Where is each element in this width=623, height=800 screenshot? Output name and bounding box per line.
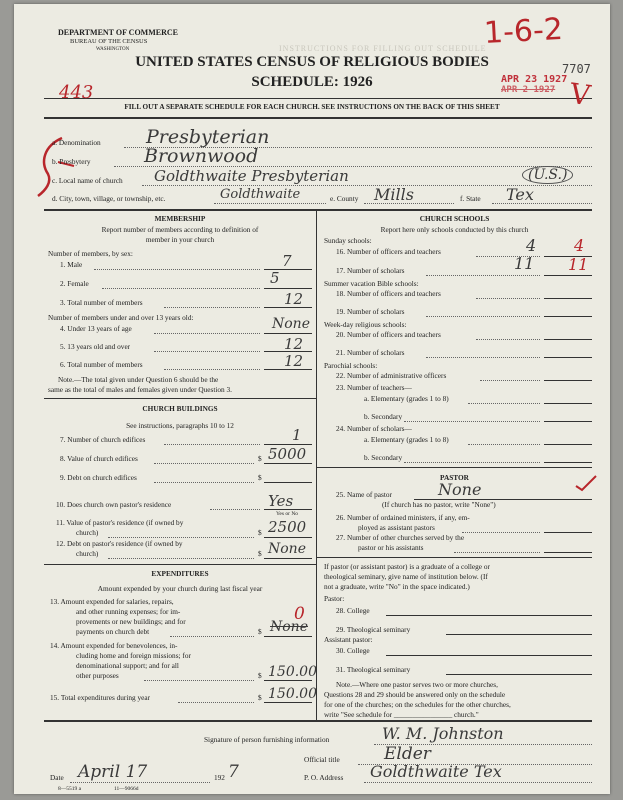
answer-line bbox=[264, 463, 312, 464]
answer-line bbox=[544, 380, 592, 381]
assistant-pastor-label: Assistant pastor: bbox=[324, 635, 373, 644]
pastor-heading: PASTOR bbox=[440, 473, 469, 482]
city-label: d. City, town, village, or township, etc. bbox=[52, 194, 166, 203]
answer-line bbox=[264, 702, 312, 703]
dotline bbox=[468, 444, 540, 445]
department-name: DEPARTMENT OF COMMERCE bbox=[58, 28, 179, 37]
membership-note: Note.—The total given under Question 6 should be the bbox=[58, 375, 219, 384]
denomination-label: a. Denomination bbox=[52, 138, 101, 147]
dollar-sign: $ bbox=[258, 627, 262, 636]
summer-schools-label: Summer vacation Bible schools: bbox=[324, 279, 419, 288]
answer-line bbox=[544, 462, 592, 463]
q3-total-value: 12 bbox=[284, 290, 304, 308]
year-value: 7 bbox=[228, 762, 239, 782]
schools-intro: Report here only schools conducted by this church bbox=[380, 225, 529, 234]
po-address-value: Goldthwaite Tex bbox=[370, 762, 502, 781]
q4-under13-value: None bbox=[272, 316, 310, 332]
parochial-schools-label: Parochial schools: bbox=[324, 361, 378, 370]
denomination-value: Presbyterian bbox=[146, 126, 270, 148]
answer-line bbox=[544, 421, 592, 422]
dotline bbox=[476, 298, 540, 299]
pastor-sub-label: Pastor: bbox=[324, 594, 345, 603]
dollar-sign: $ bbox=[258, 528, 262, 537]
q13-label-3: provements or new buildings; and for bbox=[76, 617, 186, 626]
answer-line bbox=[264, 333, 312, 334]
q17-value: 11 bbox=[514, 254, 535, 273]
q4-label: 4. Under 13 years of age bbox=[60, 324, 132, 333]
q17-label: 17. Number of scholars bbox=[336, 266, 405, 275]
state-value: Tex bbox=[506, 185, 534, 204]
dotline bbox=[178, 702, 254, 703]
county-label: e. County bbox=[330, 194, 359, 203]
date-value: April 17 bbox=[78, 762, 148, 782]
q9-label: 9. Debt on church edifices bbox=[60, 473, 137, 482]
q1-label: 1. Male bbox=[60, 260, 83, 269]
pastor-note-2: Questions 28 and 29 should be answered only on the schedule bbox=[324, 690, 506, 699]
dotline bbox=[164, 369, 260, 370]
q20-label: 20. Number of officers and teachers bbox=[336, 330, 441, 339]
q18-label: 18. Number of officers and teachers bbox=[336, 289, 441, 298]
q24-label: 24. Number of scholars— bbox=[336, 424, 412, 433]
q16-label: 16. Number of officers and teachers bbox=[336, 247, 441, 256]
q6-label: 6. Total number of members bbox=[60, 360, 143, 369]
dotline bbox=[102, 288, 260, 289]
dotline bbox=[144, 680, 254, 681]
q30-label: 30. College bbox=[336, 646, 370, 655]
dollar-sign: $ bbox=[258, 473, 262, 482]
rule bbox=[44, 209, 592, 211]
answer-line bbox=[544, 298, 592, 299]
answer-line bbox=[386, 615, 592, 616]
dotline bbox=[404, 462, 540, 463]
q11-label: 11. Value of pastor's residence (if owned by bbox=[56, 518, 184, 527]
rule bbox=[44, 398, 316, 399]
local-name-value: Goldthwaite Presbyterian bbox=[154, 167, 349, 185]
q16-check: 4 bbox=[574, 236, 585, 255]
date-label: Date bbox=[50, 773, 64, 782]
answer-line bbox=[544, 532, 592, 533]
graduate-note: If pastor (or assistant pastor) is a graduate of a college or bbox=[324, 562, 490, 571]
dotline bbox=[364, 782, 592, 783]
dollar-sign: $ bbox=[258, 454, 262, 463]
q5-13plus-value: 12 bbox=[284, 335, 304, 353]
answer-line bbox=[544, 552, 592, 553]
q26-label-2: ployed as assistant pastors bbox=[358, 523, 435, 532]
dotline bbox=[210, 509, 260, 510]
q23b-label: b. Secondary bbox=[364, 412, 403, 421]
year-prefix: 192 bbox=[214, 773, 225, 782]
q15-value: 150.00 bbox=[268, 686, 317, 702]
signature-label: Signature of person furnishing information bbox=[204, 735, 330, 744]
state-label: f. State bbox=[460, 194, 481, 203]
q31-label: 31. Theological seminary bbox=[336, 665, 411, 674]
po-address-label: P. O. Address bbox=[304, 773, 344, 782]
presbytery-value: Brownwood bbox=[144, 145, 259, 167]
dotline bbox=[154, 351, 260, 352]
pastor-note-3: for one of the churches; on the schedules for the other churches, bbox=[324, 700, 511, 709]
received-date-stamp: APR 23 1927 bbox=[501, 74, 568, 85]
dotline bbox=[480, 380, 540, 381]
buildings-intro: See instructions, paragraphs 10 to 12 bbox=[126, 421, 234, 430]
answer-line bbox=[446, 674, 592, 675]
bureau-name: BUREAU OF THE CENSUS bbox=[70, 38, 148, 45]
q26-label: 26. Number of ordained ministers, if any, em- bbox=[336, 513, 470, 522]
sunday-schools-label: Sunday schools: bbox=[324, 236, 372, 245]
check-mark: V bbox=[567, 76, 593, 113]
q7-label: 7. Number of church edifices bbox=[60, 435, 146, 444]
members-by-sex-label: Number of members, by sex: bbox=[48, 249, 133, 258]
pastor-note: Note.—Where one pastor serves two or more churches, bbox=[336, 680, 498, 689]
answer-line bbox=[264, 482, 312, 483]
answer-line bbox=[386, 655, 592, 656]
q3-label: 3. Total number of members bbox=[60, 298, 143, 307]
q11-label-2: church) bbox=[76, 528, 99, 537]
q24a-label: a. Elementary (grades 1 to 8) bbox=[364, 435, 449, 444]
presbytery-label: b. Presbytery bbox=[52, 157, 91, 166]
q13-label-4: payments on church debt bbox=[76, 627, 150, 636]
dotline bbox=[154, 463, 254, 464]
form-instruction: FILL OUT A SEPARATE SCHEDULE FOR EACH CHURCH. SEE INSTRUCTIONS ON THE BACK OF THIS SHEET bbox=[124, 103, 500, 111]
q19-label: 19. Number of scholars bbox=[336, 307, 405, 316]
handwritten-code: 1-6-2 bbox=[483, 11, 564, 52]
dotline bbox=[154, 482, 254, 483]
q14-value: 150.00 bbox=[268, 664, 317, 680]
answer-line bbox=[544, 316, 592, 317]
handwritten-number: 443 bbox=[59, 82, 94, 103]
weekday-schools-label: Week-day religious schools: bbox=[324, 320, 407, 329]
membership-heading: MEMBERSHIP bbox=[154, 214, 206, 223]
q10-label: 10. Does church own pastor's residence bbox=[56, 500, 172, 509]
dotline bbox=[70, 782, 210, 783]
dotline bbox=[170, 636, 254, 637]
q8-label: 8. Value of church edifices bbox=[60, 454, 138, 463]
church-schools-heading: CHURCH SCHOOLS bbox=[419, 214, 490, 223]
expenditures-intro: Amount expended by your church during last fiscal year bbox=[97, 584, 263, 593]
received-date-stamp-2: APR 2 1927 bbox=[501, 85, 556, 95]
rule bbox=[44, 98, 592, 99]
q22-label: 22. Number of administrative officers bbox=[336, 371, 447, 380]
city-name: WASHINGTON bbox=[96, 47, 130, 52]
dollar-sign: $ bbox=[258, 671, 262, 680]
q12-value: None bbox=[268, 541, 306, 557]
q27-label: 27. Number of other churches served by the bbox=[336, 533, 465, 542]
q2-label: 2. Female bbox=[60, 279, 89, 288]
q23-label: 23. Number of teachers— bbox=[336, 383, 412, 392]
q13-correction: 0 bbox=[294, 604, 305, 624]
pastor-name-value: None bbox=[438, 480, 482, 499]
answer-line bbox=[264, 636, 312, 637]
answer-line bbox=[544, 275, 592, 276]
q12-label: 12. Debt on pastor's residence (if owned by bbox=[56, 539, 183, 548]
q13-label-2: and other running expenses; for im- bbox=[76, 607, 181, 616]
dotline bbox=[426, 316, 540, 317]
dotline bbox=[454, 552, 540, 553]
dollar-sign: $ bbox=[258, 693, 262, 702]
dotline bbox=[462, 532, 540, 533]
q1-male-value: 7 bbox=[282, 252, 292, 270]
dotline bbox=[94, 269, 260, 270]
dotline bbox=[468, 403, 540, 404]
county-value: Mills bbox=[374, 185, 414, 204]
membership-intro: Report number of members according to definition of bbox=[101, 225, 259, 234]
q28-label: 28. College bbox=[336, 606, 370, 615]
answer-line bbox=[264, 288, 312, 289]
graduate-note-3: not a graduate, write "No" in the space indicated.) bbox=[324, 582, 470, 591]
dotline bbox=[154, 333, 260, 334]
q29-label: 29. Theological seminary bbox=[336, 625, 411, 634]
answer-line bbox=[264, 680, 312, 681]
dotline bbox=[214, 203, 326, 204]
q13-label: 13. Amount expended for salaries, repairs, bbox=[50, 597, 174, 606]
membership-intro-2: member in your church bbox=[145, 235, 215, 244]
dotline bbox=[476, 339, 540, 340]
buildings-heading: CHURCH BUILDINGS bbox=[142, 404, 218, 413]
answer-line bbox=[544, 444, 592, 445]
q14-label-3: denominational support; and for all bbox=[76, 661, 179, 670]
q13-value: None bbox=[270, 619, 308, 635]
dotline bbox=[426, 357, 540, 358]
print-number: 11—9066d bbox=[114, 786, 139, 792]
q6-total-value: 12 bbox=[284, 352, 304, 370]
age-intro-label: Number of members under and over 13 years old: bbox=[48, 313, 194, 322]
expenditures-heading: EXPENDITURES bbox=[151, 569, 209, 578]
bleed-through-text: INSTRUCTIONS FOR FILLING OUT SCHEDULE bbox=[279, 44, 487, 53]
graduate-note-2: theological seminary, give name of institution below. (If bbox=[324, 572, 488, 581]
official-title-value: Elder bbox=[384, 744, 431, 764]
q11-value: 2500 bbox=[268, 518, 307, 536]
q7-edifices-value: 1 bbox=[292, 426, 302, 444]
q10-value: Yes bbox=[268, 492, 294, 510]
dotline bbox=[426, 275, 540, 276]
q14-label-2: cluding home and foreign missions; for bbox=[76, 651, 191, 660]
dotline bbox=[108, 558, 254, 559]
q2-female-value: 5 bbox=[270, 269, 280, 287]
form-title: UNITED STATES CENSUS OF RELIGIOUS BODIES bbox=[135, 54, 489, 70]
dotline bbox=[164, 307, 260, 308]
red-check-icon bbox=[574, 474, 598, 494]
official-title-label: Official title bbox=[304, 755, 340, 764]
q21-label: 21. Number of scholars bbox=[336, 348, 405, 357]
q25-label: 25. Name of pastor bbox=[336, 490, 392, 499]
rule bbox=[44, 117, 592, 119]
census-form-sheet bbox=[14, 4, 610, 794]
schedule-title: SCHEDULE: 1926 bbox=[251, 74, 373, 90]
city-value: Goldthwaite bbox=[220, 187, 301, 202]
q23a-label: a. Elementary (grades 1 to 8) bbox=[364, 394, 449, 403]
q8-value: 5000 bbox=[268, 445, 307, 463]
stamp-number: 7707 bbox=[562, 62, 591, 76]
local-name-label: c. Local name of church bbox=[52, 176, 123, 185]
q14-label: 14. Amount expended for benevolences, in- bbox=[50, 641, 178, 650]
q12-label-2: church) bbox=[76, 549, 99, 558]
membership-note-2: same as the total of males and females given under Question 3. bbox=[48, 385, 232, 394]
rule bbox=[44, 720, 592, 722]
dotline bbox=[164, 444, 260, 445]
signature-value: W. M. Johnston bbox=[382, 724, 504, 743]
dollar-sign: $ bbox=[258, 549, 262, 558]
q17-check: 11 bbox=[568, 255, 589, 274]
q14-label-4: other purposes bbox=[76, 671, 119, 680]
q15-label: 15. Total expenditures during year bbox=[50, 693, 151, 702]
answer-line bbox=[264, 537, 312, 538]
rule bbox=[44, 564, 316, 565]
local-name-extra: (U.S.) bbox=[522, 166, 573, 184]
answer-line bbox=[544, 403, 592, 404]
q10-hint: Yes or No bbox=[276, 511, 299, 517]
answer-line bbox=[544, 357, 592, 358]
answer-line bbox=[446, 634, 592, 635]
dotline bbox=[404, 421, 540, 422]
dotline bbox=[108, 537, 254, 538]
column-divider bbox=[316, 209, 317, 721]
answer-line bbox=[264, 558, 312, 559]
q27-label-2: pastor or his assistants bbox=[358, 543, 424, 552]
q5-label: 5. 13 years old and over bbox=[60, 342, 131, 351]
q24b-label: b. Secondary bbox=[364, 453, 403, 462]
q25-hint: (If church has no pastor, write "None") bbox=[382, 500, 496, 509]
answer-line bbox=[544, 339, 592, 340]
rule bbox=[316, 467, 592, 468]
rule bbox=[316, 557, 592, 558]
pastor-note-4: write "See schedule for ________________ church." bbox=[324, 710, 479, 719]
q16-value: 4 bbox=[526, 236, 537, 255]
form-number: 8—5519 a bbox=[58, 786, 82, 792]
